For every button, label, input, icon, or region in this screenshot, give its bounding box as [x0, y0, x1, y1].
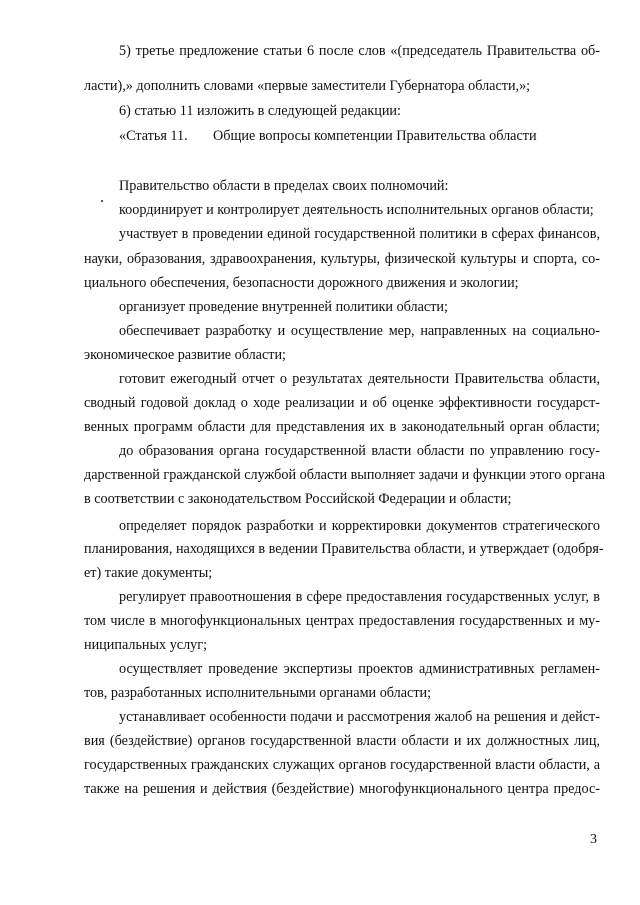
text-line: тов, разработанных исполнительными органами области;: [84, 685, 432, 701]
text-line: координирует и контролирует деятельность исполнительных органов области;: [119, 202, 594, 218]
text-line: устанавливает особенности подачи и рассмотрения жалоб на решения и дейст-: [119, 709, 600, 725]
text-line: в соответствии с законодательством Российской Федерации и области;: [84, 491, 512, 507]
text-line: вия (бездействие) органов государственной власти области и их должностных лиц,: [84, 733, 600, 749]
text-line: обеспечивает разработку и осуществление мер, направленных на социально-: [119, 323, 600, 339]
article-number: «Статья 11.: [119, 128, 188, 144]
text-line: том числе в многофункциональных центрах предоставления государственных и му-: [84, 613, 600, 629]
text-line: планирования, находящихся в ведении Правительства области, и утверждает (одобря-: [84, 541, 604, 557]
text-line: ниципальных услуг;: [84, 637, 208, 653]
text-line: ласти),» дополнить словами «первые заместители Губернатора области,»;: [84, 78, 531, 94]
text-line: циального обеспечения, безопасности дорожного движения и экологии;: [84, 275, 519, 291]
text-line: также на решения и действия (бездействие) многофункционального центра предос-: [84, 781, 600, 797]
text-line: до образования органа государственной власти области по управлению госу-: [119, 443, 600, 459]
page-number: 3: [590, 832, 597, 847]
text-line: дарственной гражданской службой области выполняет задачи и функции этого органа: [84, 467, 606, 483]
text-line: 5) третье предложение статьи 6 после слов «(председатель Правительства об-: [119, 43, 600, 59]
text-line: определяет порядок разработки и корректировки документов стратегического: [119, 518, 600, 534]
text-line: Правительство области в пределах своих полномочий:: [119, 178, 449, 194]
text-line: государственных гражданских служащих органов государственной власти области, а: [84, 757, 600, 773]
text-line: науки, образования, здравоохранения, культуры, физической культуры и спорта, со-: [84, 251, 600, 267]
text-line: участвует в проведении единой государственной политики в сферах финансов,: [119, 226, 600, 242]
text-line: регулирует правоотношения в сфере предоставления государственных услуг, в: [119, 589, 600, 605]
article-title: Общие вопросы компетенции Правительства области: [213, 128, 537, 144]
text-line: организует проведение внутренней политики области;: [119, 299, 448, 315]
text-line: венных программ области для представления их в законодательный орган области;: [84, 419, 600, 435]
text-line: сводный годовой доклад о ходе реализации и об оценке эффективности государст-: [84, 395, 600, 411]
text-line: ет) такие документы;: [84, 565, 213, 581]
text-line: экономическое развитие области;: [84, 347, 286, 363]
text-line: 6) статью 11 изложить в следующей редакции:: [119, 103, 401, 119]
text-line: осуществляет проведение экспертизы проектов административных регламен-: [119, 661, 600, 677]
text-line: готовит ежегодный отчет о результатах деятельности Правительства области,: [119, 371, 600, 387]
stray-mark: [101, 200, 103, 202]
